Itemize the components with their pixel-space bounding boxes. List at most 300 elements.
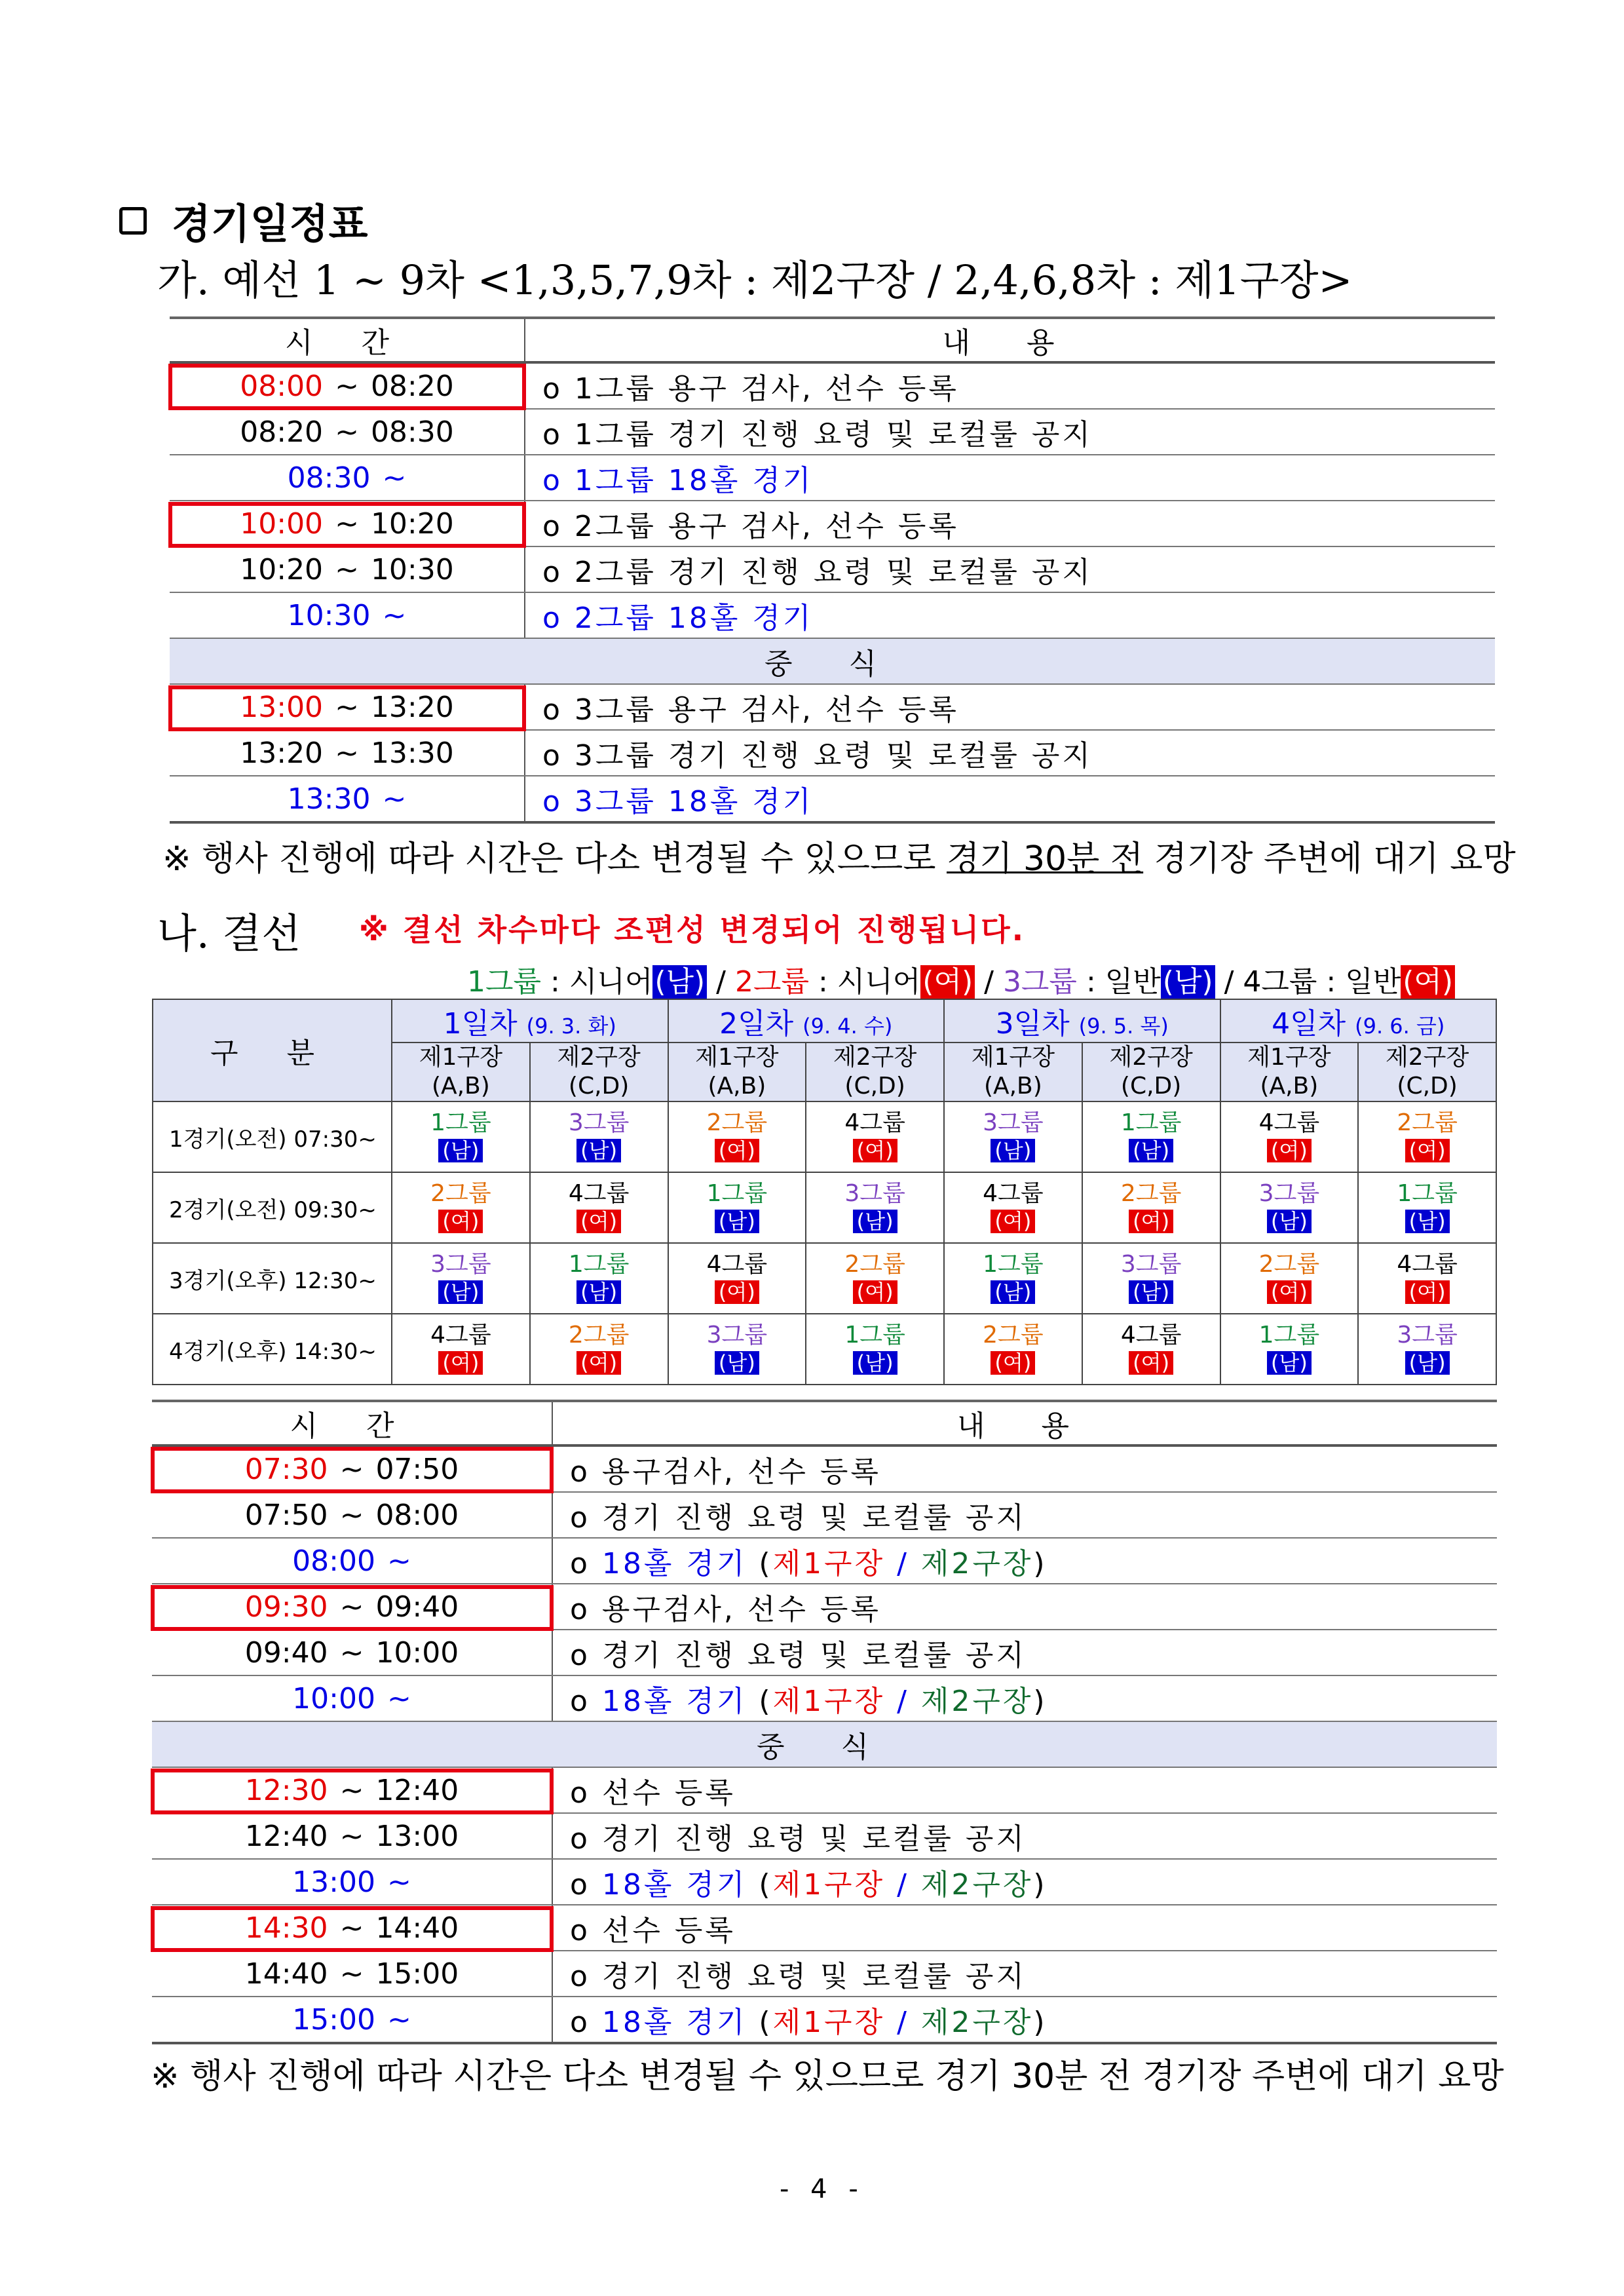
group-number: 1그룹 [1120,1109,1182,1136]
field-header [392,1043,530,1101]
col-content-header: 내 용 [552,1401,1497,1445]
schedule-row [170,638,1495,684]
game-prefix: o [570,2006,602,2039]
content-cell: o 1그룹 용구 검사, 선수 등록 [525,362,1495,409]
end-time: 09:40 [375,1590,459,1624]
gender-badge: (여) [1405,1139,1450,1162]
field-header [668,1043,806,1101]
schedule-row [170,730,1495,776]
group-cell [1082,1314,1220,1385]
end-time: 08:20 [370,369,454,403]
schedule-row [170,592,1495,638]
field-courses: (A,B) [1260,1073,1319,1100]
gender-badge: (여) [853,1139,897,1162]
gender-badge: (남) [576,1280,621,1304]
field-courses: (A,B) [708,1073,766,1100]
end-time: 10:20 [370,507,454,541]
game-label: 18홀 경기 [601,1547,747,1580]
col-content-header: 내 용 [525,318,1495,362]
field-2: 제2구장 [920,1868,1034,1902]
group-number: 2그룹 [430,1180,491,1207]
group-cell [668,1101,806,1172]
field-1: 제1구장 [772,2006,886,2039]
paren-open: ( [747,2006,773,2039]
gender-badge: (여) [1405,1280,1450,1304]
content-cell: o 3그룹 용구 검사, 선수 등록 [525,684,1495,730]
field-header [1358,1043,1496,1101]
match-label: 4경기(오후) 14:30~ [153,1314,392,1385]
group-cell [1358,1101,1496,1172]
start-time: 13:00 [292,1865,375,1899]
start-time: 10:00 [240,507,324,541]
group-number: 3그룹 [1258,1180,1320,1207]
group-number: 2그룹 [1120,1180,1182,1207]
gender-badge: (남) [853,1210,897,1233]
field-header [944,1043,1082,1101]
content-cell [552,1997,1497,2043]
schedule-row [152,1538,1497,1584]
gender-badge: (남) [853,1351,897,1375]
gubun-header: 구 분 [153,999,392,1101]
end-time: 08:00 [375,1498,459,1532]
end-time: 13:20 [370,690,454,724]
schedule-row [170,776,1495,822]
group-number: 4그룹 [844,1109,905,1136]
start-time: 09:40 [244,1636,328,1670]
field-header [806,1043,944,1101]
tilde: ~ [387,1865,411,1899]
group-number: 1그룹 [706,1180,768,1207]
time-cell [152,1997,552,2043]
field-courses: (C,D) [844,1073,905,1100]
tilde: ~ [339,1911,364,1945]
schedule-row [170,409,1495,455]
group-cell [530,1101,668,1172]
start-time: 07:30 [244,1452,328,1486]
content-cell [552,1859,1497,1905]
group-cell [1082,1243,1220,1314]
group-cell [944,1172,1082,1243]
content-cell: o 선수 등록 [552,1905,1497,1951]
group-number: 2그룹 [568,1322,630,1349]
end-time: 14:40 [375,1911,459,1945]
schedule-row [152,1675,1497,1721]
schedule-row [152,1492,1497,1538]
highlight-box [151,1447,554,1493]
end-time: 10:00 [375,1636,459,1670]
day-label: 2일차 [719,1007,794,1041]
final-grouping-table [152,999,1497,1385]
time-cell [152,1492,552,1538]
time-cell [170,409,525,455]
group-number: 3그룹 [568,1109,630,1136]
start-time: 12:40 [244,1819,328,1853]
group-number: 1그룹 [1397,1180,1458,1207]
group-number: 4그룹 [430,1322,491,1349]
field-name: 제2구장 [1109,1044,1193,1071]
tilde: ~ [339,1590,364,1624]
match-label: 3경기(오후) 12:30~ [153,1243,392,1314]
time-cell [152,1630,552,1675]
slash: / [885,2006,921,2039]
schedule-row [170,455,1495,501]
group-number: 1그룹 [568,1251,630,1278]
content-cell: o 2그룹 용구 검사, 선수 등록 [525,501,1495,546]
gender-badge: (남) [1267,1351,1312,1375]
game-prefix: o [570,1547,602,1580]
group-cell [1358,1172,1496,1243]
group-number: 4그룹 [706,1251,768,1278]
match-label: 1경기(오전) 07:30~ [153,1101,392,1172]
content-cell: o 1그룹 18홀 경기 [525,455,1495,501]
lunch-label: 중 식 [170,638,1495,684]
time-cell [152,1675,552,1721]
tilde: ~ [339,1957,364,1991]
content-cell: o 3그룹 경기 진행 요령 및 로컬룰 공지 [525,730,1495,776]
lunch-label: 중 식 [152,1721,1497,1767]
start-time: 12:30 [244,1773,328,1807]
group-cell [944,1101,1082,1172]
gender-badge: (남) [991,1280,1035,1304]
slash: / [885,1685,921,1718]
time-cell [152,1859,552,1905]
gender-badge: (여) [1267,1139,1312,1162]
highlight-box [151,1769,554,1814]
group-number: 3그룹 [430,1251,491,1278]
content-cell: o 경기 진행 요령 및 로컬룰 공지 [552,1951,1497,1997]
group-cell [392,1243,530,1314]
group-number: 1그룹 [844,1322,905,1349]
field-1: 제1구장 [772,1868,886,1902]
day-label: 3일차 [995,1007,1070,1041]
col-time-header: 시 간 [170,318,525,362]
field-name: 제2구장 [557,1044,641,1071]
schedule-row [152,1630,1497,1675]
field-header [1220,1043,1359,1101]
group-cell [530,1243,668,1314]
group-cell [806,1172,944,1243]
start-time: 08:00 [240,369,324,403]
field-2: 제2구장 [920,1685,1034,1718]
day-date: (9. 3. 화) [526,1014,616,1039]
game-prefix: o [570,1685,602,1718]
group-number: 2그룹 [706,1109,768,1136]
schedule-row [152,1997,1497,2043]
start-time: 15:00 [292,2002,375,2037]
tilde: ~ [339,1819,364,1853]
final-note-bottom: ※ 행사 진행에 따라 시간은 다소 변경될 수 있으므로 경기 30분 전 경기장 주변에 대기 요망 [151,2057,1504,2096]
tilde: ~ [382,461,407,495]
match-row [153,1243,1496,1314]
content-cell: o 선수 등록 [552,1767,1497,1813]
time-cell [170,776,525,822]
field-1: 제1구장 [772,1547,886,1580]
field-courses: (C,D) [1120,1073,1182,1100]
group-cell [1220,1243,1359,1314]
game-label: 18홀 경기 [601,1868,747,1902]
group-number: 3그룹 [706,1322,768,1349]
gender-badge: (여) [991,1351,1035,1375]
group-number: 3그룹 [1120,1251,1182,1278]
group-number: 1그룹 [430,1109,491,1136]
content-cell: o 2그룹 경기 진행 요령 및 로컬룰 공지 [525,546,1495,592]
schedule-heading [119,191,368,250]
heading-text: 경기일정표 [172,200,368,248]
content-cell: o 경기 진행 요령 및 로컬룰 공지 [552,1492,1497,1538]
gender-badge: (여) [576,1210,621,1233]
end-time: 10:30 [370,552,454,586]
content-cell: o 용구검사, 선수 등록 [552,1584,1497,1630]
checkbox-square-icon [119,207,147,235]
day-header [944,999,1220,1043]
tilde: ~ [335,369,359,403]
gender-badge: (남) [576,1139,621,1162]
tilde: ~ [335,736,359,770]
prelim-note: ※ 행사 진행에 따라 시간은 다소 변경될 수 있으므로 경기 30분 전 경기장 주변에 대기 요망 [162,839,1516,879]
start-time: 13:00 [240,690,324,724]
group-number: 4그룹 [1120,1322,1182,1349]
group-number: 4그룹 [1397,1251,1458,1278]
gender-badge: (남) [1405,1351,1450,1375]
tilde: ~ [382,782,407,816]
content-cell [552,1538,1497,1584]
schedule-row [152,1813,1497,1859]
field-1: 제1구장 [772,1685,886,1718]
field-name: 제1구장 [1247,1044,1331,1071]
time-cell [170,546,525,592]
start-time: 13:30 [287,782,371,816]
highlight-box [168,502,526,548]
start-time: 07:50 [244,1498,328,1532]
gender-badge: (남) [715,1210,759,1233]
gender-badge: (여) [853,1280,897,1304]
field-2: 제2구장 [920,2006,1034,2039]
game-label: 18홀 경기 [601,1685,747,1718]
schedule-row [152,1859,1497,1905]
paren-open: ( [747,1685,773,1718]
tilde: ~ [335,415,359,449]
paren-close: ) [1033,1868,1048,1902]
gender-badge: (남) [1129,1280,1173,1304]
start-time: 10:00 [292,1681,375,1715]
group-number: 2그룹 [983,1322,1044,1349]
group-cell [1220,1101,1359,1172]
group-cell [668,1243,806,1314]
group-number: 4그룹 [1258,1109,1320,1136]
start-time: 10:20 [240,552,324,586]
gender-badge: (여) [715,1139,759,1162]
content-cell: o 용구검사, 선수 등록 [552,1445,1497,1492]
start-time: 14:30 [244,1911,328,1945]
field-name: 제2구장 [1386,1044,1469,1071]
end-time: 13:30 [370,736,454,770]
final-title: 나. 결선 [157,909,301,957]
day-label: 4일차 [1272,1007,1346,1041]
group-number: 3그룹 [983,1109,1044,1136]
gender-badge: (남) [1267,1210,1312,1233]
start-time: 08:00 [292,1544,375,1578]
tilde: ~ [339,1498,364,1532]
tilde: ~ [335,507,359,541]
paren-close: ) [1033,1547,1048,1580]
page-number: - 4 - [780,2174,865,2204]
field-courses: (C,D) [568,1073,630,1100]
group-cell [392,1172,530,1243]
game-prefix: o [570,1868,602,1902]
time-cell [170,730,525,776]
schedule-row [152,1721,1497,1767]
group-cell [668,1172,806,1243]
group-cell [392,1314,530,1385]
tilde: ~ [382,598,407,632]
final-note: ※ 결선 차수마다 조편성 변경되어 진행됩니다. [359,912,1026,947]
game-label: 18홀 경기 [601,2006,747,2039]
group-cell [944,1314,1082,1385]
content-cell: o 경기 진행 요령 및 로컬룰 공지 [552,1630,1497,1675]
group-cell [806,1101,944,1172]
start-time: 14:40 [244,1957,328,1991]
day-header [392,999,668,1043]
highlight-box [168,685,526,731]
match-row [153,1314,1496,1385]
content-cell: o 1그룹 경기 진행 요령 및 로컬룰 공지 [525,409,1495,455]
field-2: 제2구장 [920,1547,1034,1580]
gender-badge: (여) [1267,1280,1312,1304]
group-number: 1그룹 [1258,1322,1320,1349]
group-number: 2그룹 [1258,1251,1320,1278]
day-date: (9. 4. 수) [803,1014,893,1039]
paren-open: ( [747,1868,773,1902]
gender-badge: (남) [438,1139,483,1162]
gender-badge: (남) [1405,1210,1450,1233]
tilde: ~ [335,690,359,724]
field-header [1082,1043,1220,1101]
group-cell [530,1314,668,1385]
content-cell: o 2그룹 18홀 경기 [525,592,1495,638]
group-cell [530,1172,668,1243]
highlight-box [151,1906,554,1952]
gender-badge: (여) [576,1351,621,1375]
slash: / [885,1547,921,1580]
field-name: 제2구장 [833,1044,917,1071]
tilde: ~ [387,1681,411,1715]
group-cell [1220,1172,1359,1243]
group-number: 1그룹 [983,1251,1044,1278]
schedule-row [170,546,1495,592]
group-number: 3그룹 [844,1180,905,1207]
tilde: ~ [339,1452,364,1486]
tilde: ~ [335,552,359,586]
day-label: 1일차 [443,1007,518,1041]
content-cell: o 경기 진행 요령 및 로컬룰 공지 [552,1813,1497,1859]
tilde: ~ [387,2002,411,2037]
day-date: (9. 6. 금) [1355,1014,1445,1039]
content-cell [552,1675,1497,1721]
time-cell [152,1951,552,1997]
gender-badge: (여) [438,1351,483,1375]
group-number: 2그룹 [844,1251,905,1278]
gender-badge: (남) [991,1139,1035,1162]
group-cell [1358,1314,1496,1385]
tilde: ~ [339,1773,364,1807]
highlight-box [151,1585,554,1631]
day-header [668,999,945,1043]
field-name: 제1구장 [695,1044,779,1071]
start-time: 10:30 [287,598,371,632]
field-name: 제1구장 [419,1044,502,1071]
gender-badge: (여) [438,1210,483,1233]
time-cell [170,592,525,638]
end-time: 12:40 [375,1773,459,1807]
highlight-box [168,364,526,410]
gender-badge: (여) [1129,1351,1173,1375]
end-time: 13:00 [375,1819,459,1853]
end-time: 15:00 [375,1957,459,1991]
group-cell [1082,1172,1220,1243]
group-legend: 1그룹 : 시니어(남) / 2그룹 : 시니어(여) / 3그룹 : 일반(남) / 4그룹 : 일반(여) [467,958,1455,1000]
group-cell [1358,1243,1496,1314]
group-cell [1220,1314,1359,1385]
field-courses: (C,D) [1397,1073,1458,1100]
group-cell [392,1101,530,1172]
field-courses: (A,B) [983,1073,1042,1100]
time-cell [152,1813,552,1859]
gender-badge: (여) [991,1210,1035,1233]
end-time: 07:50 [375,1452,459,1486]
prelim-title: 가. 예선 1 ~ 9차 <1,3,5,7,9차 : 제2구장 / 2,4,6,8차 : 제1구장> [157,256,1353,304]
time-cell [152,1538,552,1584]
content-cell: o 3그룹 18홀 경기 [525,776,1495,822]
start-time: 09:30 [244,1590,328,1624]
group-cell [1082,1101,1220,1172]
gender-badge: (남) [1129,1139,1173,1162]
group-number: 4그룹 [983,1180,1044,1207]
paren-open: ( [747,1547,773,1580]
group-number: 2그룹 [1397,1109,1458,1136]
gender-badge: (남) [715,1351,759,1375]
gender-badge: (여) [1129,1210,1173,1233]
start-time: 08:20 [240,415,324,449]
day-header [1220,999,1497,1043]
group-cell [944,1243,1082,1314]
group-number: 3그룹 [1397,1322,1458,1349]
field-name: 제1구장 [971,1044,1055,1071]
gender-badge: (여) [715,1280,759,1304]
time-cell [170,455,525,501]
paren-close: ) [1033,2006,1048,2039]
tilde: ~ [339,1636,364,1670]
group-cell [806,1243,944,1314]
col-time-header: 시 간 [152,1401,552,1445]
field-header [530,1043,668,1101]
slash: / [885,1868,921,1902]
gender-badge: (남) [438,1280,483,1304]
match-row [153,1172,1496,1243]
paren-close: ) [1033,1685,1048,1718]
start-time: 13:20 [240,736,324,770]
day-date: (9. 5. 목) [1078,1014,1169,1039]
match-label: 2경기(오전) 09:30~ [153,1172,392,1243]
group-cell [668,1314,806,1385]
match-row [153,1101,1496,1172]
field-courses: (A,B) [431,1073,490,1100]
end-time: 08:30 [370,415,454,449]
schedule-row [152,1951,1497,1997]
group-cell [806,1314,944,1385]
group-number: 4그룹 [568,1180,630,1207]
tilde: ~ [387,1544,411,1578]
start-time: 08:30 [287,461,371,495]
